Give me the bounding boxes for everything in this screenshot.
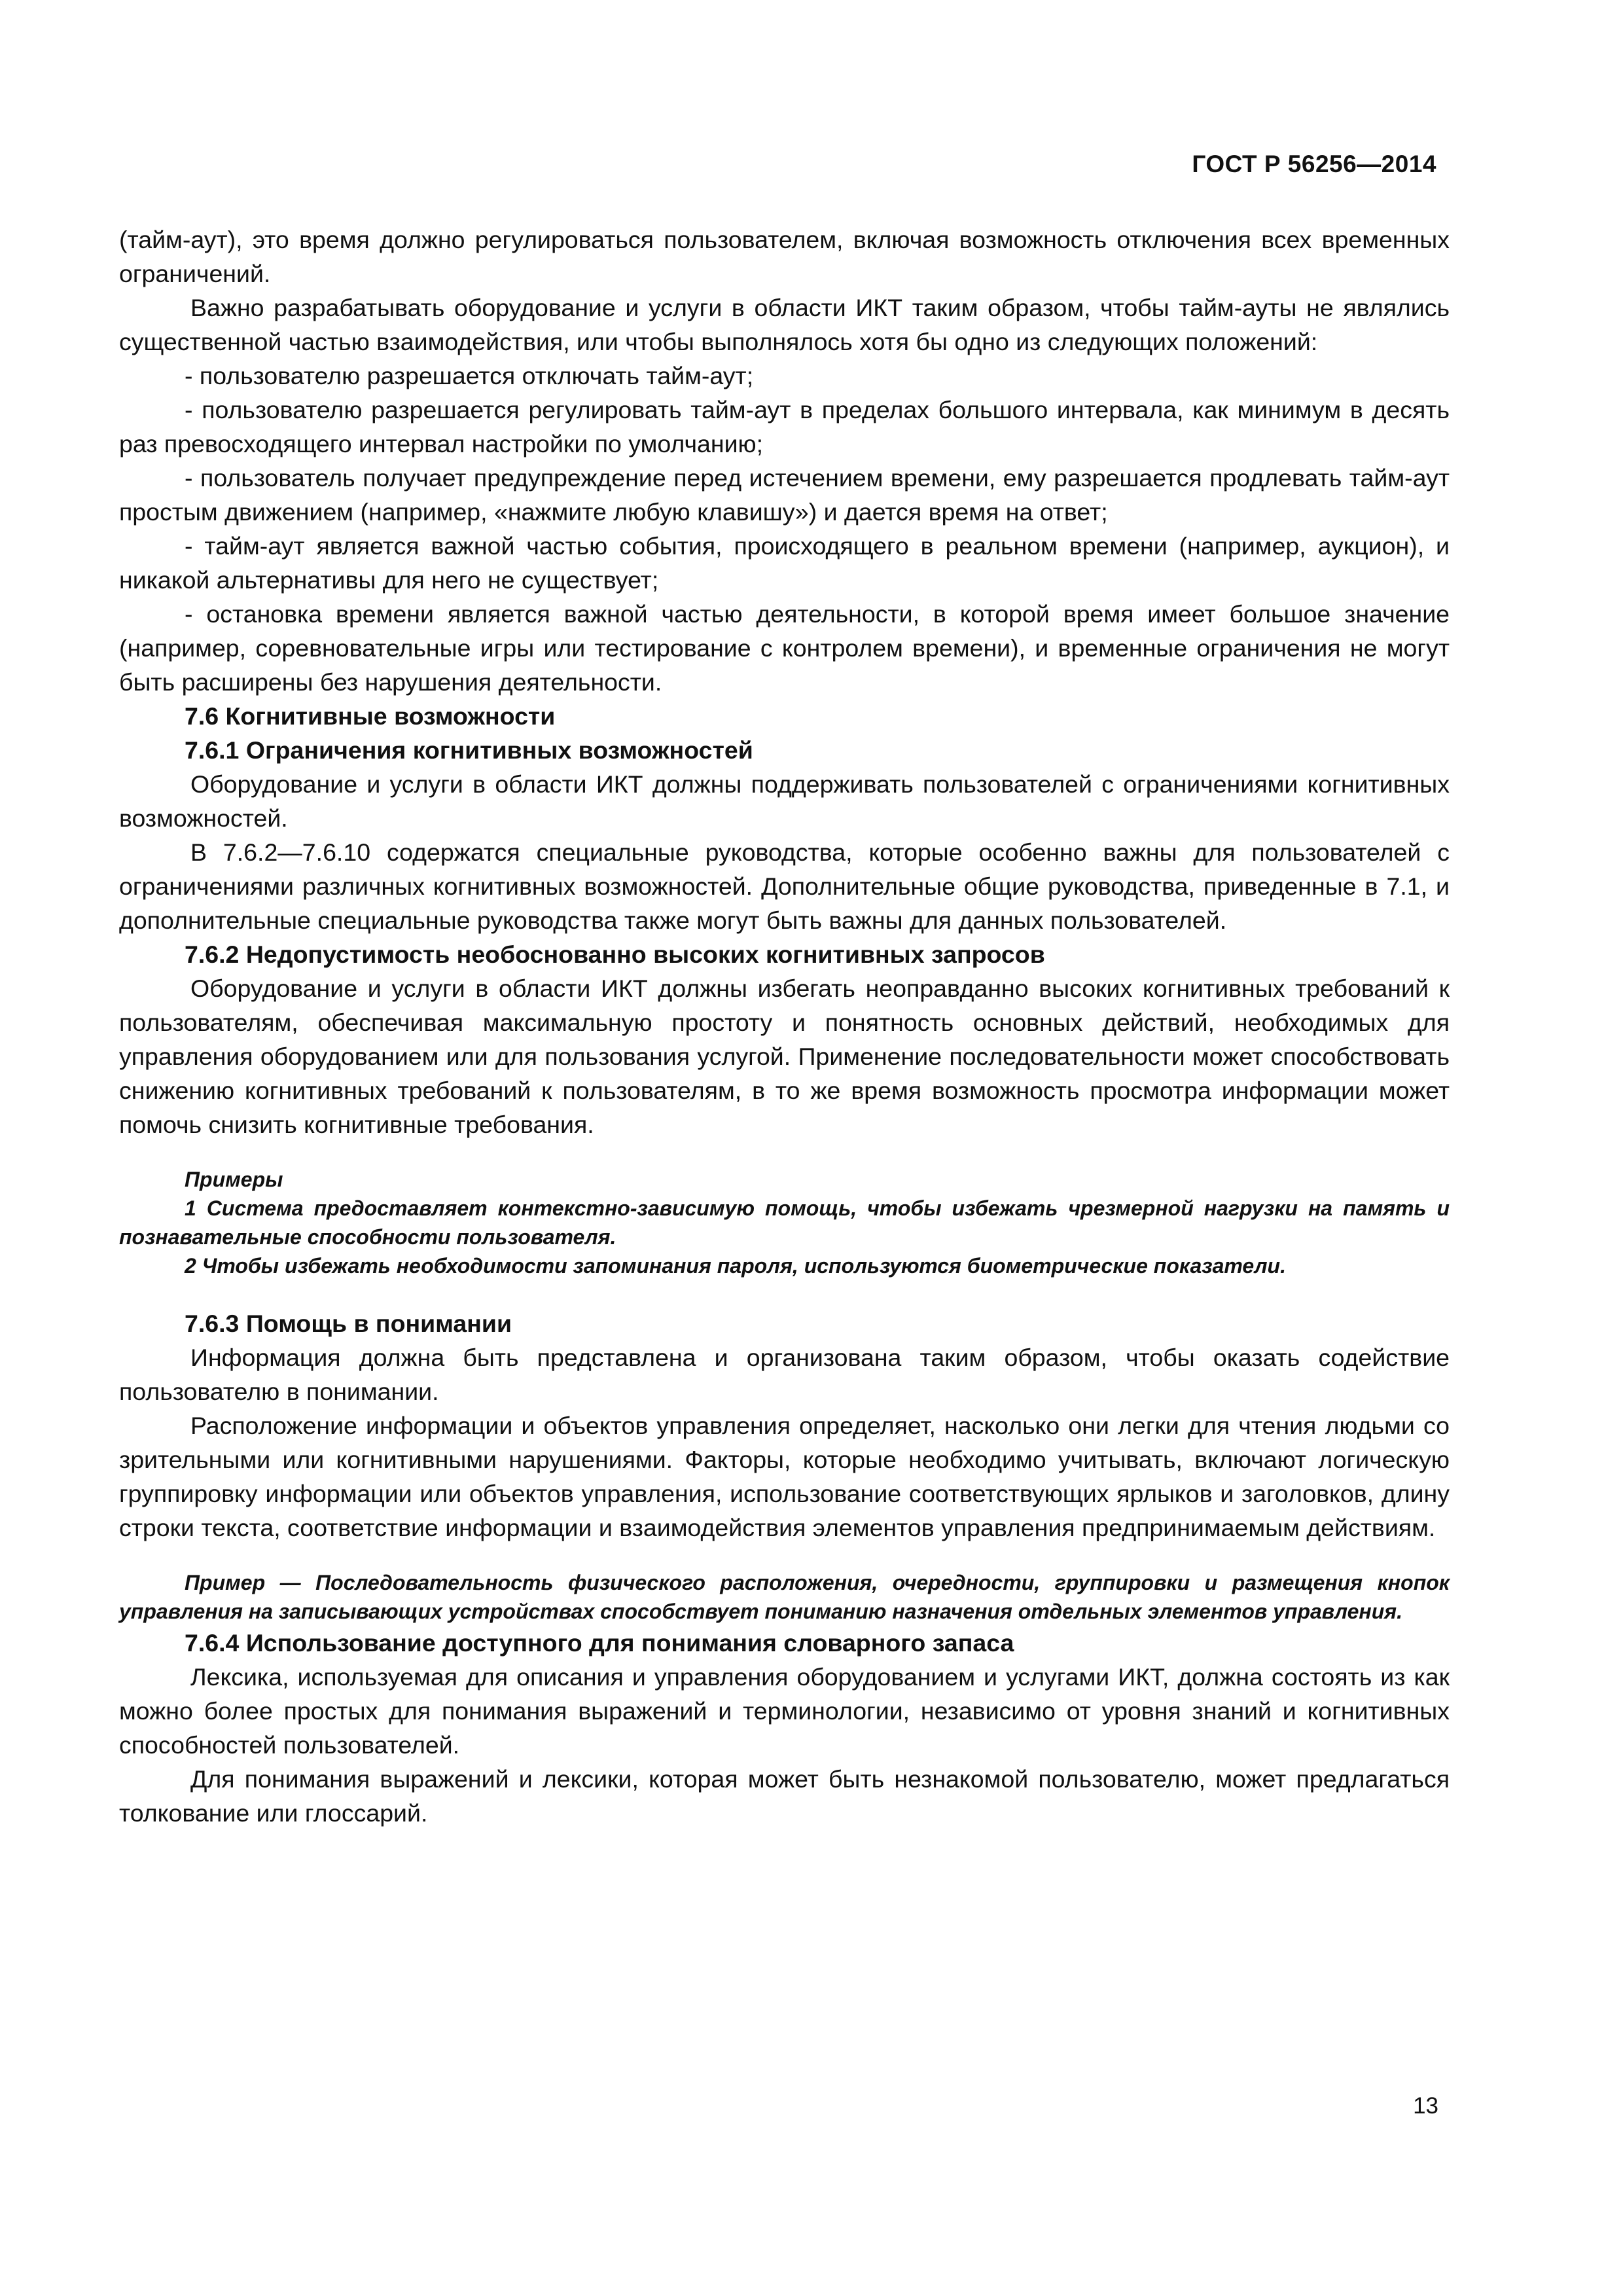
paragraph: Для понимания выражений и лексики, которая может быть незнакомой пользователю, может предлагаться толкование или глоссарий. xyxy=(119,1765,1450,1827)
document-code-header: ГОСТ Р 56256—2014 xyxy=(1192,151,1436,177)
paragraph: Лексика, используемая для описания и управления оборудованием и услугами ИКТ, должна состоять из как можно более простых для понимания выражений и терминологии, независимо от уровня знаний и когнитивных способностей пользователей. xyxy=(119,1663,1450,1759)
paragraph: В 7.6.2—7.6.10 содержатся специальные руководства, которые особенно важны для пользователей с ограничениями различных когнитивных возможностей. Дополнительные общие руководства, приведенные в 7.1, и дополнительные специальные руководства также могут быть важны для данных пользователей. xyxy=(119,838,1450,934)
example-item: 2 Чтобы избежать необходимости запоминания пароля, используются биометрические показатели. xyxy=(185,1254,1286,1278)
page-number: 13 xyxy=(1413,2093,1438,2119)
paragraph: Оборудование и услуги в области ИКТ должны поддерживать пользователей с ограничениями когнитивных возможностей. xyxy=(119,770,1450,832)
list-item: - пользователю разрешается отключать тайм-аут; xyxy=(185,362,754,389)
list-item: - остановка времени является важной частью деятельности, в которой время имеет большое значение (например, соревновательные игры или тестирование с контролем времени), и временные ограничения не могут быть расширены без нарушения деятельности. xyxy=(119,600,1450,696)
section-heading-7-6: 7.6 Когнитивные возможности xyxy=(185,702,556,730)
document-body xyxy=(119,223,1450,1830)
paragraph: Информация должна быть представлена и организована таким образом, чтобы оказать содействие пользователю в понимании. xyxy=(119,1344,1450,1405)
section-heading-7-6-1: 7.6.1 Ограничения когнитивных возможностей xyxy=(185,736,753,764)
list-item: - пользователь получает предупреждение перед истечением времени, ему разрешается продлевать тайм-аут простым движением (например, «нажмите любую клавишу») и дается время на ответ; xyxy=(119,464,1450,526)
paragraph: (тайм-аут), это время должно регулироваться пользователем, включая возможность отключения всех временных ограничений. xyxy=(119,226,1450,287)
section-heading-7-6-2: 7.6.2 Недопустимость необоснованно высоких когнитивных запросов xyxy=(185,941,1045,968)
section-heading-7-6-4: 7.6.4 Использование доступного для понимания словарного запаса xyxy=(185,1629,1014,1657)
paragraph: Важно разрабатывать оборудование и услуги в области ИКТ таким образом, чтобы тайм-ауты не являлись существенной частью взаимодействия, или чтобы выполнялось хотя бы одно из следующих положений: xyxy=(119,294,1450,355)
paragraph: Расположение информации и объектов управления определяет, насколько они легки для чтения людьми со зрительными или когнитивными нарушениями. Факторы, которые необходимо учитывать, включают логическую группировку информации или объектов управления, использование соответствующих ярлыков и заголовков, длину строки текста, соответствие информации и взаимодействия элементов управления предпринимаемым действиям. xyxy=(119,1412,1450,1541)
example-block xyxy=(119,1568,1450,1626)
paragraph: Оборудование и услуги в области ИКТ должны избегать неоправданно высоких когнитивных требований к пользователям, обеспечивая максимальную простоту и понятность основных действий, необходимых для управления оборудованием или для пользования услугой. Применение последовательности может способствовать снижению когнитивных требований к пользователям, в то же время возможность просмотра информации может помочь снизить когнитивные требования. xyxy=(119,975,1450,1138)
example-item: Пример — Последовательность физического расположения, очередности, группировки и размещения кнопок управления на записывающих устройствах способствует пониманию назначения отдельных элементов управления. xyxy=(119,1571,1450,1623)
list-item: - тайм-аут является важной частью события, происходящего в реальном времени (например, аукцион), и никакой альтернативы для него не существует; xyxy=(119,532,1450,594)
example-item: 1 Система предоставляет контекстно-зависимую помощь, чтобы избежать чрезмерной нагрузки на память и познавательные способности пользователя. xyxy=(119,1196,1450,1249)
examples-title: Примеры xyxy=(185,1168,283,1191)
list-item: - пользователю разрешается регулировать тайм-аут в пределах большого интервала, как минимум в десять раз превосходящего интервал настройки по умолчанию; xyxy=(119,396,1450,457)
examples-block xyxy=(119,1165,1450,1280)
section-heading-7-6-3: 7.6.3 Помощь в понимании xyxy=(185,1310,512,1337)
